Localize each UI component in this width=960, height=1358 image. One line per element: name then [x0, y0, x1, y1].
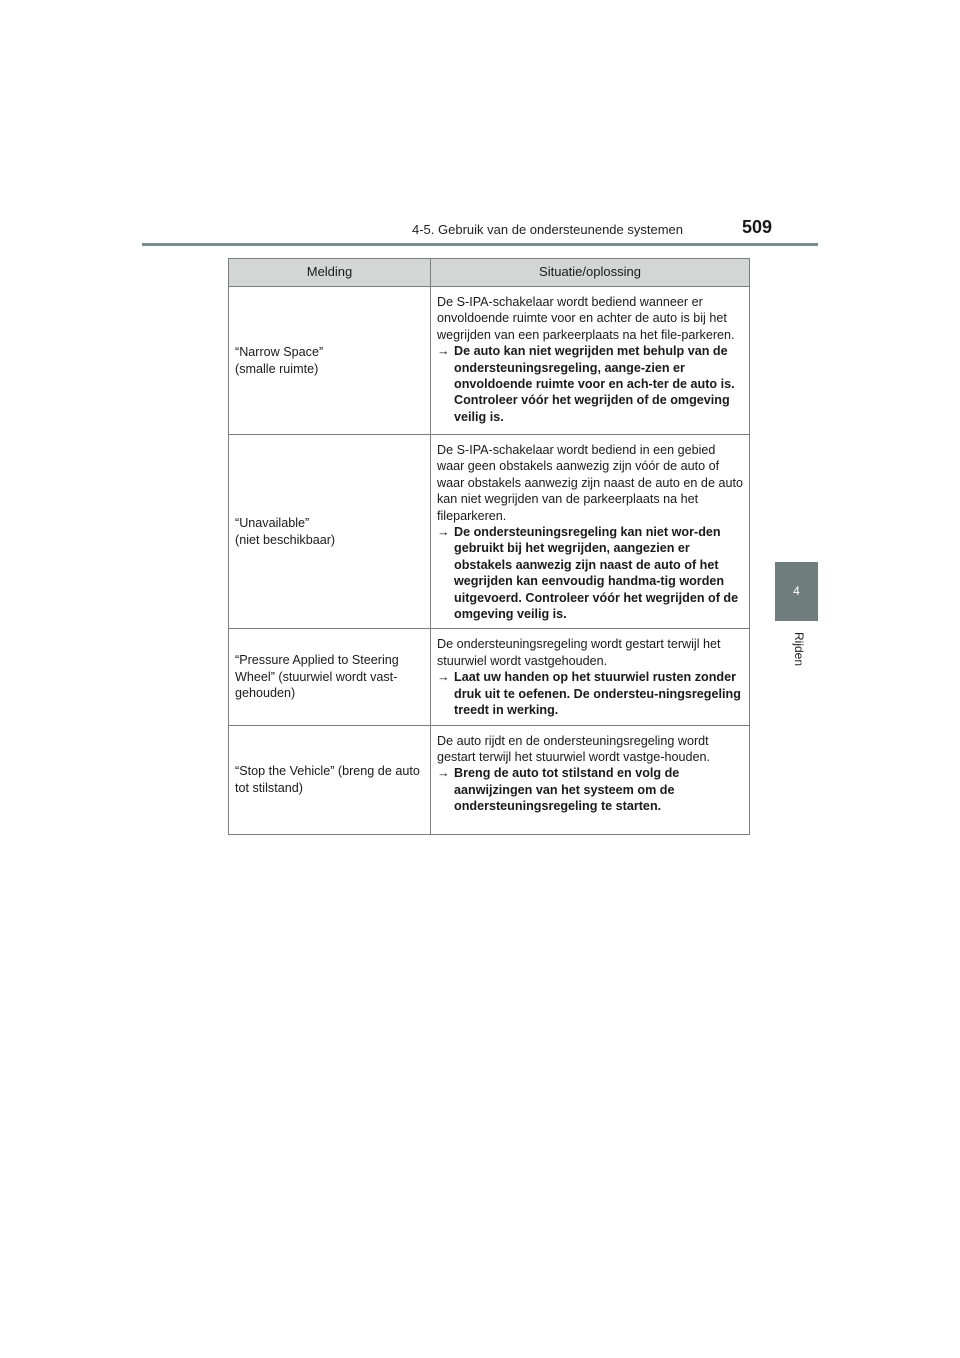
header-divider: [142, 243, 818, 246]
situation-cell: [431, 629, 750, 725]
arrow-icon: →: [437, 344, 450, 359]
column-header-situation: Situatie/oplossing: [431, 259, 750, 287]
column-header-message: Melding: [229, 259, 431, 287]
message-text: “Stop the Vehicle” (breng de auto tot stilstand): [235, 764, 420, 795]
situation-cell: [431, 287, 750, 435]
solution-text: Breng de auto tot stilstand en volg de aanwijzingen van het systeem om de ondersteuningsregeling te starten.: [454, 766, 680, 814]
page-number: 509: [742, 217, 773, 237]
chapter-tab: 4: [775, 562, 818, 621]
solution-line: [437, 669, 743, 718]
solution-text: Laat uw handen op het stuurwiel rusten zonder druk uit te oefenen. De ondersteu-ningsregeling treedt in werking.: [454, 670, 741, 718]
situation-text: De ondersteuningsregeling wordt gestart terwijl het stuurwiel wordt vastgehouden.: [437, 637, 721, 668]
solution-line: [437, 343, 743, 425]
message-text: “Pressure Applied to Steering Wheel” (stuurwiel wordt vast-gehouden): [235, 653, 399, 701]
situation-text: De S-IPA-schakelaar wordt bediend in een gebied waar geen obstakels aanwezig zijn vóór de auto of waar obstakels aanwezig zijn naast de auto en de auto kan niet wegrijden van de parkeerplaats na het fileparkeren.: [437, 443, 743, 523]
situation-cell: [431, 725, 750, 834]
message-cell: [229, 435, 431, 629]
arrow-icon: →: [437, 525, 450, 540]
solution-line: [437, 524, 743, 622]
table-row: [229, 629, 750, 725]
situation-text: De S-IPA-schakelaar wordt bediend wanneer er onvoldoende ruimte voor en achter de auto is bij het wegrijden van een parkeerplaats na het file-parkeren.: [437, 295, 735, 342]
arrow-icon: →: [437, 670, 450, 685]
table-row: [229, 435, 750, 629]
arrow-icon: →: [437, 766, 450, 781]
message-cell: [229, 725, 431, 834]
situation-cell: [431, 435, 750, 629]
message-cell: [229, 629, 431, 725]
chapter-label: Rijden: [792, 632, 806, 667]
table-row: [229, 725, 750, 834]
table-header-row: [229, 259, 750, 287]
message-text: “Unavailable” (niet beschikbaar): [235, 516, 336, 547]
table-row: [229, 287, 750, 435]
section-title: 4-5. Gebruik van de ondersteunende systemen: [412, 222, 684, 237]
solution-line: [437, 765, 743, 814]
solution-text: De auto kan niet wegrijden met behulp van de ondersteuningsregeling, aange-zien er onvoldoende ruimte voor en ach-ter de auto is. Controleer vóór het wegrijden of de omgeving veilig is.: [454, 344, 735, 424]
situation-text: De auto rijdt en de ondersteuningsregeling wordt gestart terwijl het stuurwiel wordt vastge-houden.: [437, 733, 710, 764]
solution-text: De ondersteuningsregeling kan niet wor-den gebruikt bij het wegrijden, aangezien er obstakels aanwezig zijn naast de auto of het wegrijden kan eenvoudig handma-tig worden uitgevoerd. Controleer vóór het wegrijden of de omgeving veilig is.: [454, 525, 739, 622]
message-text: “Narrow Space” (smalle ruimte): [235, 345, 324, 376]
message-cell: [229, 287, 431, 435]
message-table: [228, 258, 750, 835]
